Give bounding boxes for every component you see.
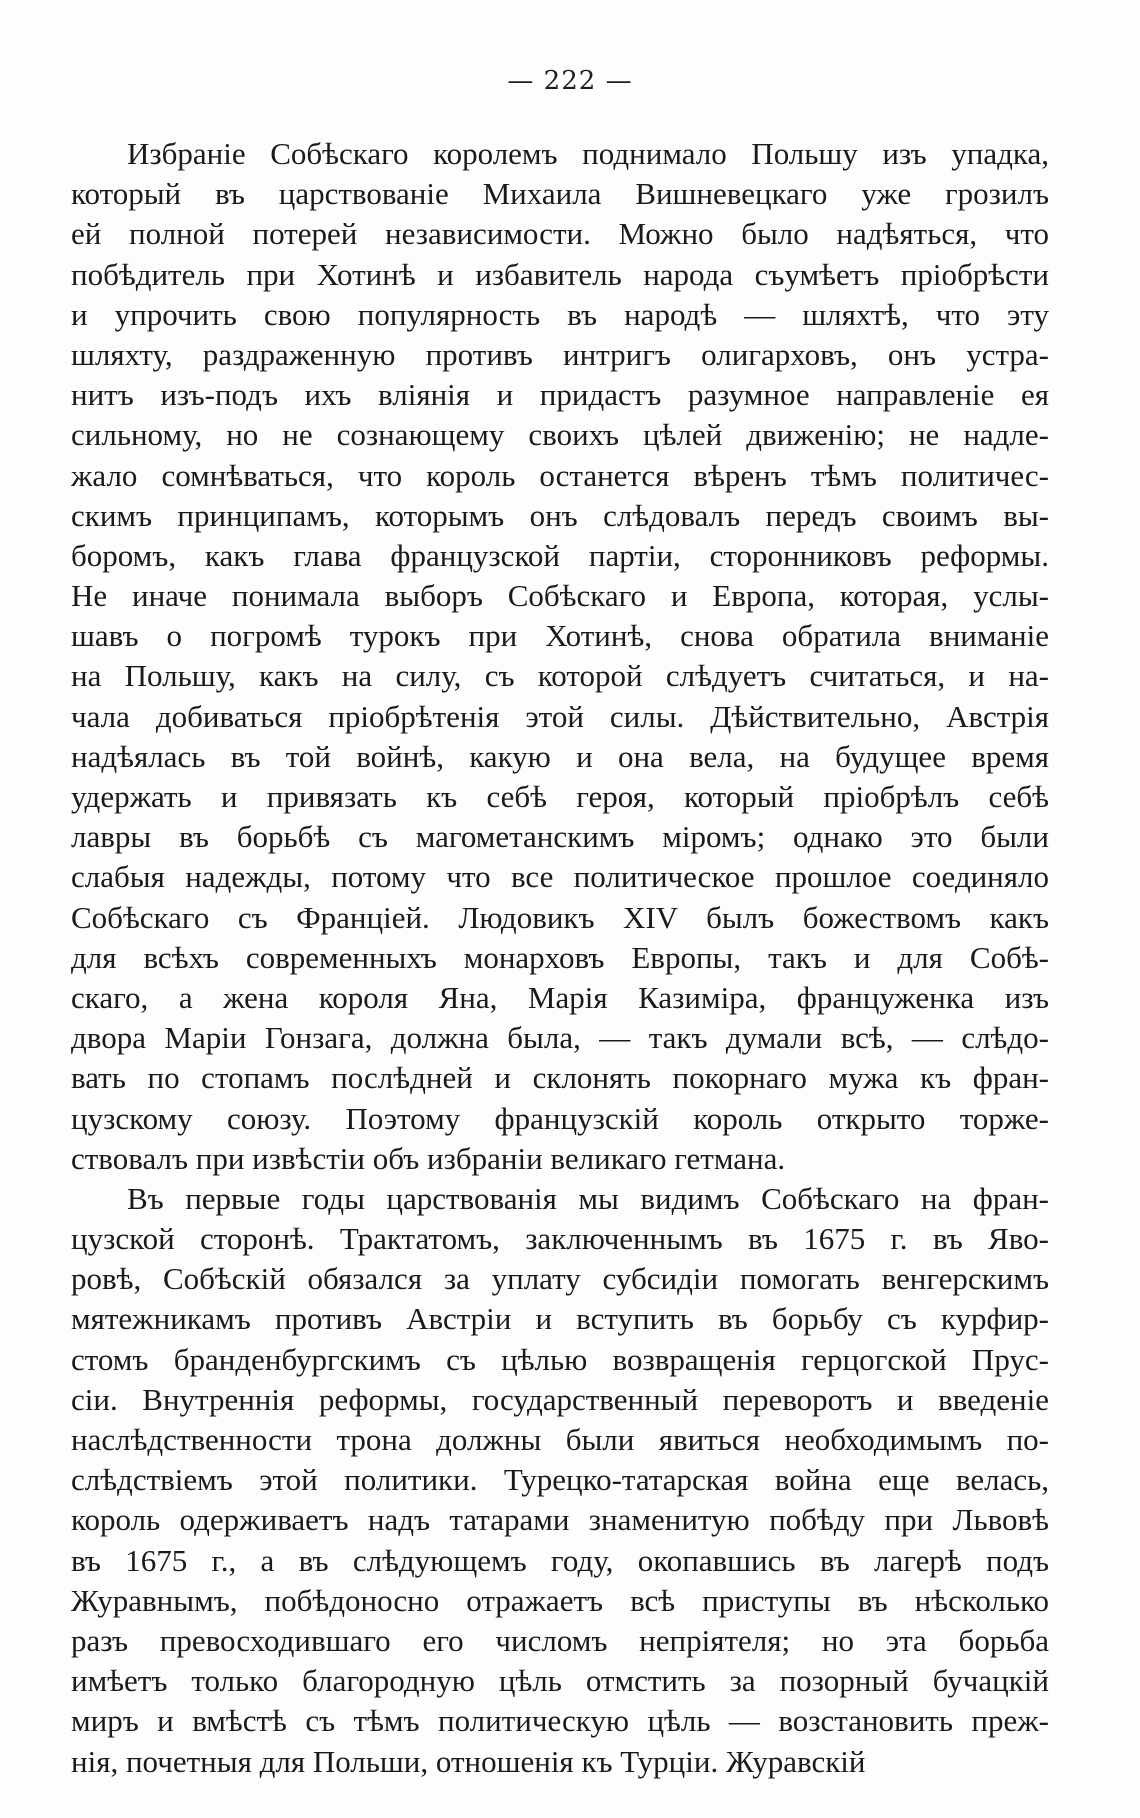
text-line: имѣетъ только благородную цѣль отмстить за позорный бучацкій bbox=[71, 1663, 1049, 1699]
text-line: двора Маріи Гонзага, должна была, — такъ думали всѣ, — слѣдо- bbox=[71, 1020, 1049, 1056]
text-line: шляхту, раздраженную противъ интригъ олигарховъ, онъ устра- bbox=[71, 336, 1049, 372]
text-line: надѣялась въ той войнѣ, какую и она вела, на будущее время bbox=[71, 738, 1049, 774]
text-line: который въ царствованіе Михаила Вишневецкаго уже грозилъ bbox=[71, 176, 1049, 212]
text-line: разъ превосходившаго его числомъ непріятеля; но эта борьба bbox=[71, 1622, 1049, 1658]
text-line: лавры въ борьбѣ съ магометанскимъ міромъ; однако это были bbox=[71, 819, 1049, 855]
text-line: Журавнымъ, побѣдоносно отражаетъ всѣ приступы въ нѣсколько bbox=[71, 1582, 1049, 1618]
text-line: побѣдитель при Хотинѣ и избавитель народа съумѣетъ пріобрѣсти bbox=[71, 256, 1049, 292]
page-number: — 222 — bbox=[507, 66, 633, 96]
text-line: жало сомнѣваться, что король останется вѣренъ тѣмъ политичес- bbox=[71, 457, 1049, 493]
text-line: чала добиваться пріобрѣтенія этой силы. Дѣйствительно, Австрія bbox=[71, 698, 1049, 734]
text-line: ровѣ, Собѣскій обязался за уплату субсидіи помогать венгерскимъ bbox=[71, 1261, 1049, 1297]
text-line: на Польшу, какъ на силу, съ которой слѣдуетъ считаться, и на- bbox=[71, 658, 1049, 694]
text-line: боромъ, какъ глава французской партіи, сторонниковъ реформы. bbox=[71, 537, 1049, 573]
text-line: мятежникамъ противъ Австріи и вступить въ борьбу съ курфир- bbox=[71, 1301, 1049, 1337]
text-line: въ 1675 г., а въ слѣдующемъ году, окопавшись въ лагерѣ подъ bbox=[71, 1542, 1049, 1578]
text-line: слѣдствіемъ этой политики. Турецко-татарская война еще велась, bbox=[71, 1462, 1049, 1498]
text-line: цузскому союзу. Поэтому французскій король открыто торже- bbox=[71, 1100, 1049, 1136]
text-line: нитъ изъ-подъ ихъ вліянія и придастъ разумное направленіе ея bbox=[71, 377, 1049, 413]
text-line: ствовалъ при извѣстіи объ избраніи великаго гетмана. bbox=[71, 1140, 786, 1176]
text-line: цузской сторонѣ. Трактатомъ, заключеннымъ въ 1675 г. въ Яво- bbox=[71, 1221, 1049, 1257]
text-line: миръ и вмѣстѣ съ тѣмъ политическую цѣль — возстановить преж- bbox=[71, 1703, 1049, 1739]
text-line: стомъ бранденбургскимъ съ цѣлью возвращенія герцогской Прус- bbox=[71, 1341, 1049, 1377]
text-line: и упрочить свою популярность въ народѣ — шляхтѣ, что эту bbox=[71, 296, 1049, 332]
text-line: Избраніе Собѣскаго королемъ поднимало Польшу изъ упадка, bbox=[127, 136, 1049, 171]
text-line: Собѣскаго съ Франціей. Людовикъ XIV былъ божествомъ какъ bbox=[71, 899, 1049, 935]
text-line: Не иначе понимала выборъ Собѣскаго и Европа, которая, услы- bbox=[71, 578, 1049, 614]
text-line: шавъ о погромѣ турокъ при Хотинѣ, снова обратила вниманіе bbox=[71, 618, 1049, 654]
text-line: слабыя надежды, потому что все политическое прошлое соединяло bbox=[71, 859, 1049, 895]
paragraph bbox=[71, 1179, 1049, 1782]
text-line: скаго, а жена короля Яна, Марія Казиміра, француженка изъ bbox=[71, 979, 1049, 1015]
text-line: ей полной потерей независимости. Можно было надѣяться, что bbox=[71, 216, 1049, 252]
paragraph bbox=[71, 134, 1049, 1179]
text-line: для всѣхъ современныхъ монарховъ Европы, такъ и для Собѣ- bbox=[71, 939, 1049, 975]
text-line: сильному, но не сознающему своихъ цѣлей движенію; не надле- bbox=[71, 417, 1049, 453]
text-line: король одерживаетъ надъ татарами знаменитую побѣду при Львовѣ bbox=[71, 1502, 1049, 1538]
text-line: скимъ принципамъ, которымъ онъ слѣдовалъ передъ своимъ вы- bbox=[71, 497, 1049, 533]
text-line: вать по стопамъ послѣдней и склонять покорнаго мужа къ фран- bbox=[71, 1060, 1049, 1096]
text-line: сіи. Внутреннія реформы, государственный переворотъ и введеніе bbox=[71, 1381, 1049, 1417]
text-line: Въ первые годы царствованія мы видимъ Собѣскаго на фран- bbox=[127, 1180, 1049, 1216]
text-line: наслѣдственности трона должны были явиться необходимымъ по- bbox=[71, 1422, 1049, 1457]
text-line: нія, почетныя для Польши, отношенія къ Турціи. Журавскій bbox=[71, 1743, 866, 1779]
body-text bbox=[71, 134, 1049, 1782]
text-line: удержать и привязать къ себѣ героя, который пріобрѣлъ себѣ bbox=[71, 779, 1049, 814]
